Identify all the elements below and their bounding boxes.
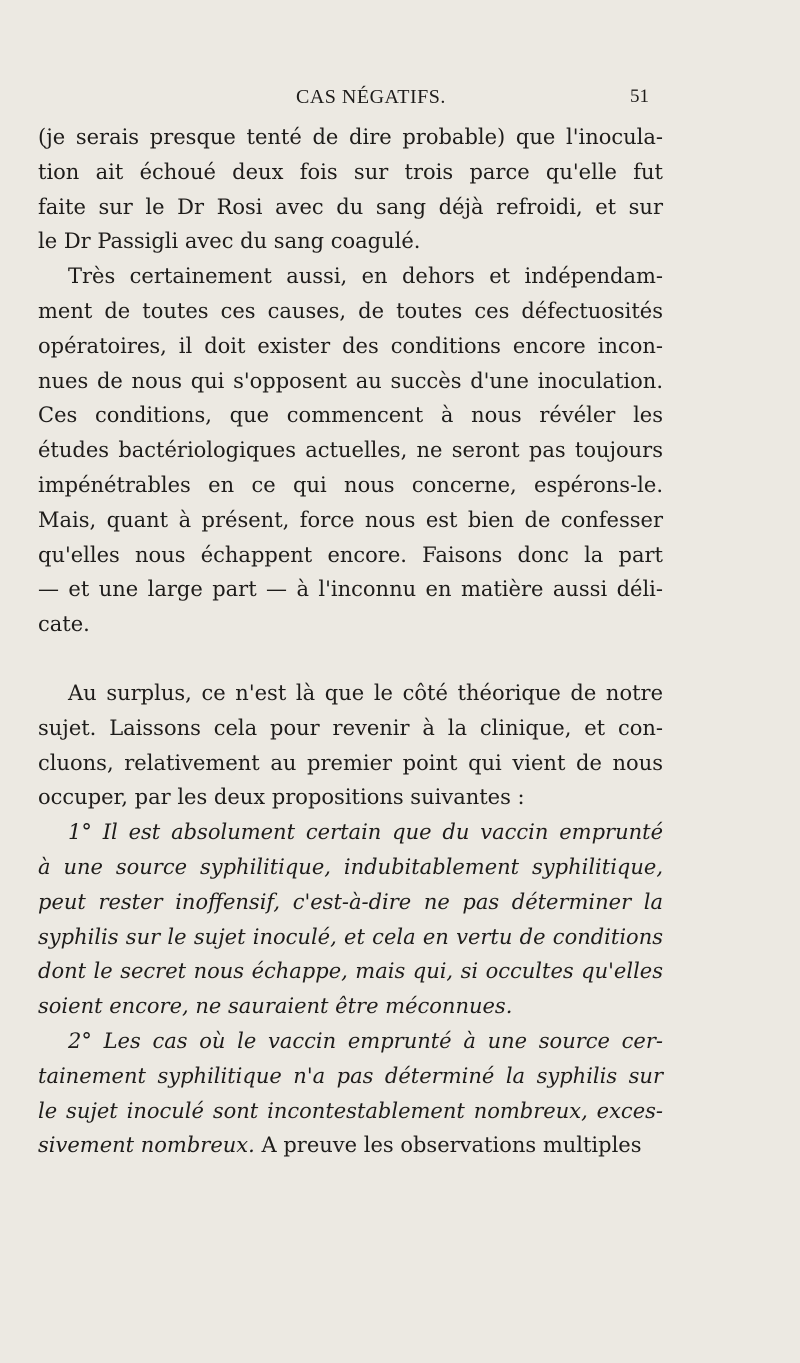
paragraph-2 xyxy=(38,259,663,642)
text-line: tion ait échoué deux fois sur trois parce qu'elle fut xyxy=(38,159,663,184)
text-line: opératoires, il doit exister des conditions encore incon- xyxy=(38,333,663,358)
text-line: qu'elles nous échappent encore. Faisons donc la part xyxy=(38,542,663,567)
text-line: peut rester inoffensif, c'est-à-dire ne pas déterminer la xyxy=(38,889,663,914)
text-line: 1° Il est absolument certain que du vaccin emprunté xyxy=(68,820,663,845)
text-line: syphilis sur le sujet inoculé, et cela en vertu de conditions xyxy=(38,924,663,949)
page-number: 51 xyxy=(630,86,649,107)
text-line: Ces conditions, que commencent à nous révéler les xyxy=(38,403,663,428)
text-line: cate. xyxy=(38,612,90,637)
text-line: ment de toutes ces causes, de toutes ces défectuosités xyxy=(38,298,663,323)
text-line: 2° Les cas où le vaccin emprunté à une source cer- xyxy=(68,1028,663,1053)
text-line: le Dr Passigli avec du sang coagulé. xyxy=(38,229,421,254)
text-line: Au surplus, ce n'est là que le côté théorique de notre xyxy=(68,680,663,705)
text-line: Très certainement aussi, en dehors et indépendam- xyxy=(68,264,663,289)
running-head xyxy=(0,86,800,116)
text-line: à une source syphilitique, indubitablement syphilitique, xyxy=(38,854,663,879)
text-line: — et une large part — à l'inconnu en matière aussi déli- xyxy=(38,577,663,602)
text-line: soient encore, ne sauraient être méconnues. xyxy=(38,994,513,1019)
running-title: CAS NÉGATIFS. xyxy=(296,86,446,108)
text-line: impénétrables en ce qui nous concerne, espérons-le. xyxy=(38,472,663,497)
text-line: études bactériologiques actuelles, ne seront pas toujours xyxy=(38,438,663,463)
text-line: faite sur le Dr Rosi avec du sang déjà refroidi, et sur xyxy=(38,194,663,219)
text-line: (je serais presque tenté de dire probable) que l'inocula- xyxy=(38,125,663,149)
text-fragment-roman: A preuve les observations multiples xyxy=(261,1133,642,1158)
text-line-mixed xyxy=(38,1128,663,1163)
text-line: tainement syphilitique n'a pas déterminé la syphilis sur xyxy=(38,1063,663,1088)
paragraph-1 xyxy=(38,120,663,259)
paragraph-3 xyxy=(38,676,663,815)
text-line: sujet. Laissons cela pour revenir à la clinique, et con- xyxy=(38,715,663,740)
text-line: nues de nous qui s'opposent au succès d'une inoculation. xyxy=(38,368,663,393)
text-line: occuper, par les deux propositions suivantes : xyxy=(38,785,525,810)
body-text xyxy=(38,120,663,1163)
proposition-1 xyxy=(38,815,663,1024)
text-line: Mais, quant à présent, force nous est bien de confesser xyxy=(38,507,663,532)
text-line: le sujet inoculé sont incontestablement nombreux, exces- xyxy=(38,1098,663,1123)
text-line: dont le secret nous échappe, mais qui, si occultes qu'elles xyxy=(38,959,663,984)
text-line: cluons, relativement au premier point qui vient de nous xyxy=(38,750,663,775)
proposition-2 xyxy=(38,1024,663,1163)
paragraph-gap xyxy=(38,642,663,676)
text-fragment-italic: sivement nombreux. xyxy=(38,1133,255,1158)
